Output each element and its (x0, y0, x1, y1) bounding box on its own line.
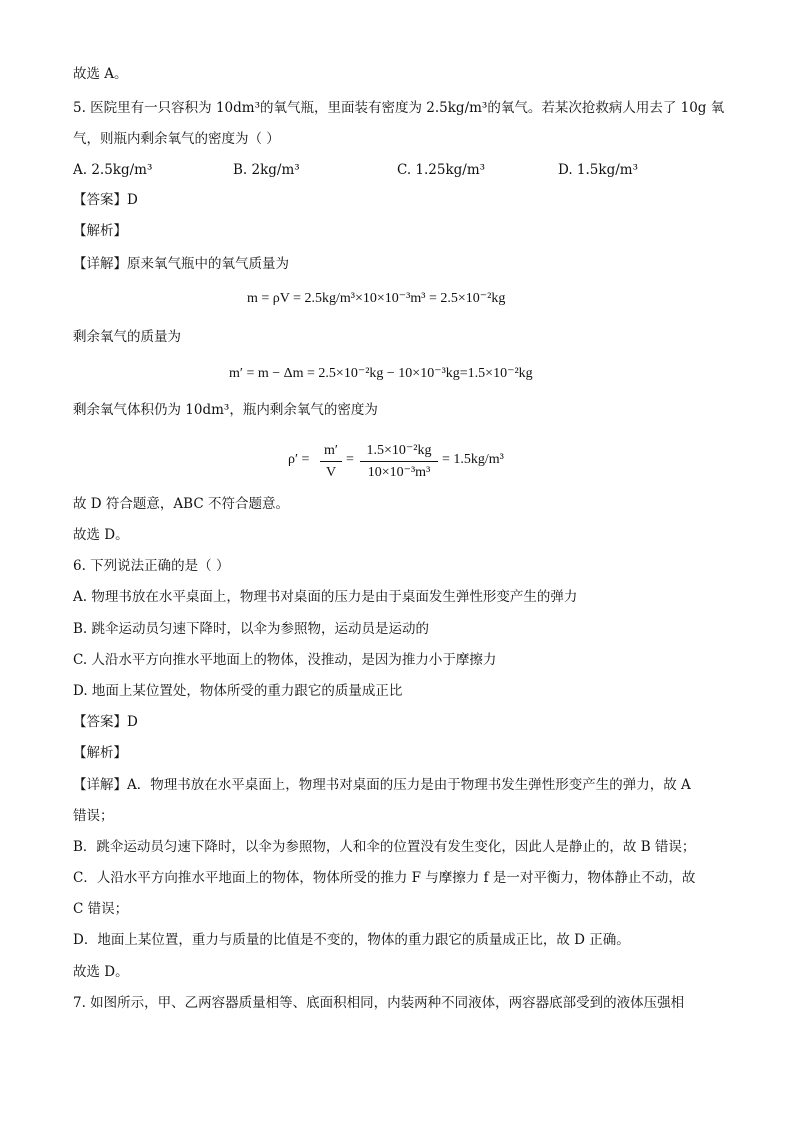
q5-option-d: D. 1.5kg/m³ (558, 162, 638, 178)
q6-option-c: C. 人沿水平方向推水平地面上的物体，没推动，是因为推力小于摩擦力 (73, 652, 497, 668)
density-result: = 1.5kg/m³ (442, 452, 504, 467)
prev-conclusion: 故选 A。 (73, 66, 128, 82)
q5-remaining-volume-text: 剩余氧气体积仍为 10dm³，瓶内剩余氧气的密度为 (73, 402, 378, 418)
fraction1-denominator: V (325, 465, 337, 480)
q6-option-b: B. 跳伞运动员匀速下降时，以伞为参照物，运动员是运动的 (73, 621, 430, 637)
fraction1-numerator: m′ (324, 443, 338, 458)
q6-conclusion: 故选 D。 (73, 964, 129, 980)
q5-detail-intro: 【详解】原来氧气瓶中的氧气质量为 (73, 256, 289, 272)
q5-stem-line2: 气，则瓶内剩余氧气的密度为（ ） (73, 131, 280, 147)
fraction-m-over-v (320, 442, 342, 481)
q5-stem-line1: 5. 医院里有一只容积为 10dm³的氧气瓶，里面装有密度为 2.5kg/m³的氧气。若某次抢救病人用去了 10g 氧 (73, 100, 725, 116)
q5-answer: 【答案】D (73, 192, 138, 208)
q5-option-b: B. 2kg/m³ (233, 162, 300, 178)
q6-stem: 6. 下列说法正确的是（ ） (73, 558, 230, 574)
q6-option-d: D. 地面上某位置处，物体所受的重力跟它的质量成正比 (73, 683, 403, 699)
fraction1-bar (320, 461, 342, 462)
q5-options (73, 160, 753, 180)
q5-equation-mass: m = ρV = 2.5kg/m³×10×10⁻³m³ = 2.5×10⁻²kg (247, 291, 506, 306)
density-lhs: ρ′ = (288, 452, 310, 467)
q6-answer: 【答案】D (73, 714, 138, 730)
q6-detail-c-line1: C．人沿水平方向推水平地面上的物体，物体所受的推力 F 与摩擦力 f 是一对平衡力，物体静止不动，故 (73, 870, 696, 886)
q6-analysis-heading: 【解析】 (73, 745, 127, 761)
q6-detail-a-line1: 【详解】A．物理书放在水平桌面上，物理书对桌面的压力是由于物理书发生弹性形变产生的弹力，故 A (73, 777, 691, 793)
q5-judgement: 故 D 符合题意，ABC 不符合题意。 (73, 496, 289, 512)
q6-option-a: A. 物理书放在水平桌面上，物理书对桌面的压力是由于桌面发生弹性形变产生的弹力 (73, 589, 578, 605)
q5-option-a: A. 2.5kg/m³ (73, 162, 153, 178)
q6-detail-d: D．地面上某位置，重力与质量的比值是不变的，物体的重力跟它的质量成正比，故 D 正确。 (73, 932, 630, 948)
q5-analysis-heading: 【解析】 (73, 223, 127, 239)
fraction-values (360, 442, 438, 481)
equals-sign: = (346, 452, 354, 467)
q6-detail-c-line2: C 错误； (73, 901, 129, 917)
q6-detail-a-line2: 错误； (73, 808, 114, 824)
q5-option-c: C. 1.25kg/m³ (397, 162, 486, 178)
fraction2-numerator: 1.5×10⁻²kg (366, 443, 432, 458)
q5-conclusion: 故选 D。 (73, 527, 129, 543)
q6-detail-b: B．跳伞运动员匀速下降时，以伞为参照物，人和伞的位置没有发生变化，因此人是静止的，故 B 错误； (73, 839, 696, 855)
q5-equation-remaining-mass: m′ = m − Δm = 2.5×10⁻²kg − 10×10⁻³kg=1.5×10⁻²kg (229, 366, 533, 381)
q5-remaining-mass-label: 剩余氧气的质量为 (73, 329, 181, 345)
q7-stem-line1: 7. 如图所示，甲、乙两容器质量相等、底面积相同，内装两种不同液体，两容器底部受到的液体压强相 (73, 995, 685, 1011)
fraction2-denominator: 10×10⁻³m³ (367, 465, 431, 480)
fraction2-bar (360, 461, 438, 462)
